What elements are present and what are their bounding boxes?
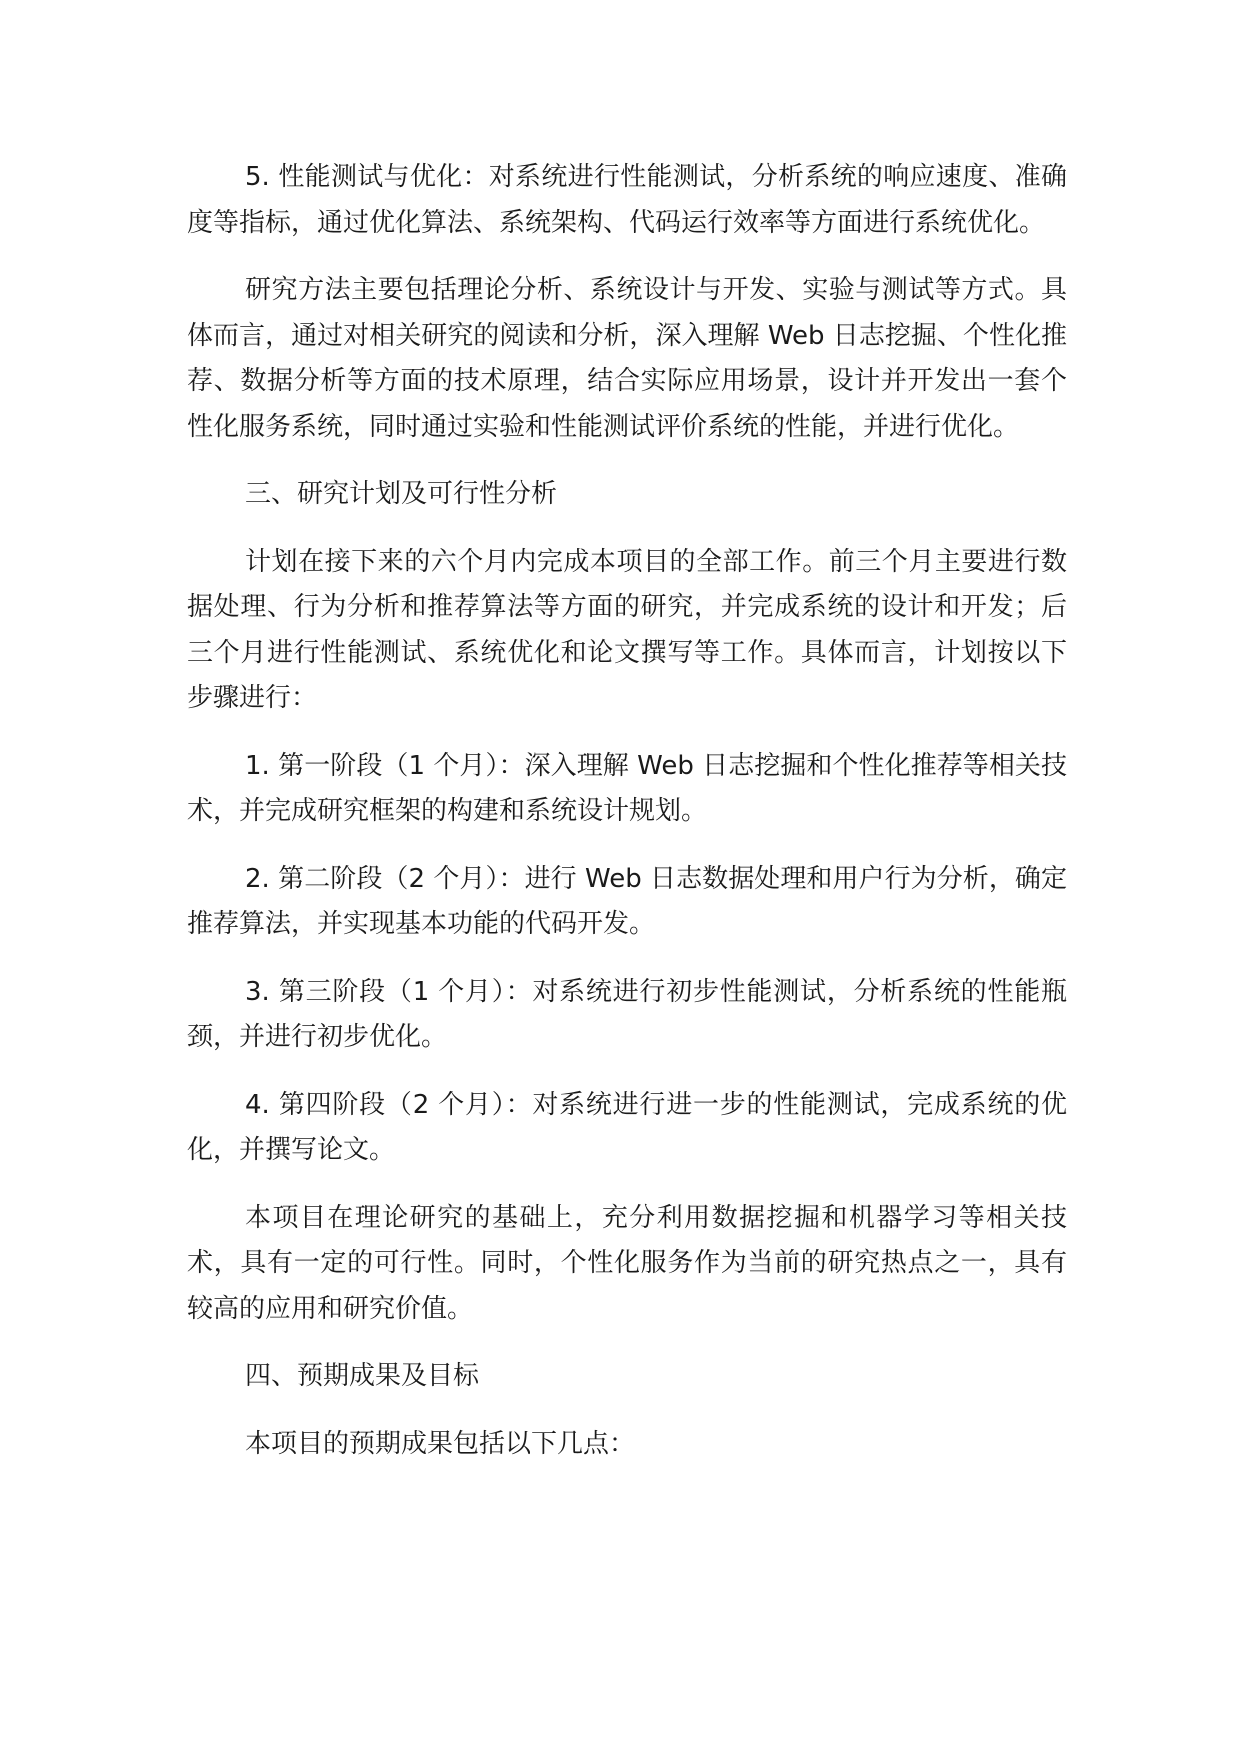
- section-heading-research-plan: 三、研究计划及可行性分析: [245, 479, 558, 509]
- section-heading-expected-results: 四、预期成果及目标: [245, 1361, 480, 1391]
- paragraph-expected-results-intro: 本项目的预期成果包括以下几点：: [245, 1428, 636, 1459]
- paragraph-research-methods: 研究方法主要包括理论分析、系统设计与开发、实验与测试等方式。具体而言，通过对相关研究的阅读和分析，深入理解 Web 日志挖掘、个性化推荐、数据分析等方面的技术原理，结合实际应用场景，设计并开发出一套个性化服务系统，同时通过实验和性能测试评价系统的性能，并进行优化。: [187, 275, 1067, 442]
- paragraph-phase-1: 1. 第一阶段（1 个月）：深入理解 Web 日志挖掘和个性化推荐等相关技术，并完成研究框架的构建和系统设计规划。: [187, 750, 1067, 826]
- paragraph-phase-3: 3. 第三阶段（1 个月）：对系统进行初步性能测试，分析系统的性能瓶颈，并进行初步优化。: [187, 976, 1067, 1052]
- paragraph-plan-overview: 计划在接下来的六个月内完成本项目的全部工作。前三个月主要进行数据处理、行为分析和推荐算法等方面的研究，并完成系统的设计和开发；后三个月进行性能测试、系统优化和论文撰写等工作。具体而言，计划按以下步骤进行：: [187, 546, 1067, 713]
- paragraph-phase-2: 2. 第二阶段（2 个月）：进行 Web 日志数据处理和用户行为分析，确定推荐算法，并实现基本功能的代码开发。: [187, 863, 1067, 939]
- paragraph-phase-4: 4. 第四阶段（2 个月）：对系统进行进一步的性能测试，完成系统的优化，并撰写论文。: [187, 1089, 1067, 1165]
- paragraph-feasibility: 本项目在理论研究的基础上，充分利用数据挖掘和机器学习等相关技术，具有一定的可行性。同时，个性化服务作为当前的研究热点之一，具有较高的应用和研究价值。: [187, 1202, 1067, 1324]
- paragraph-performance-optimization: 5. 性能测试与优化：对系统进行性能测试，分析系统的响应速度、准确度等指标，通过优化算法、系统架构、代码运行效率等方面进行系统优化。: [187, 162, 1067, 238]
- document-body: [187, 155, 1067, 1489]
